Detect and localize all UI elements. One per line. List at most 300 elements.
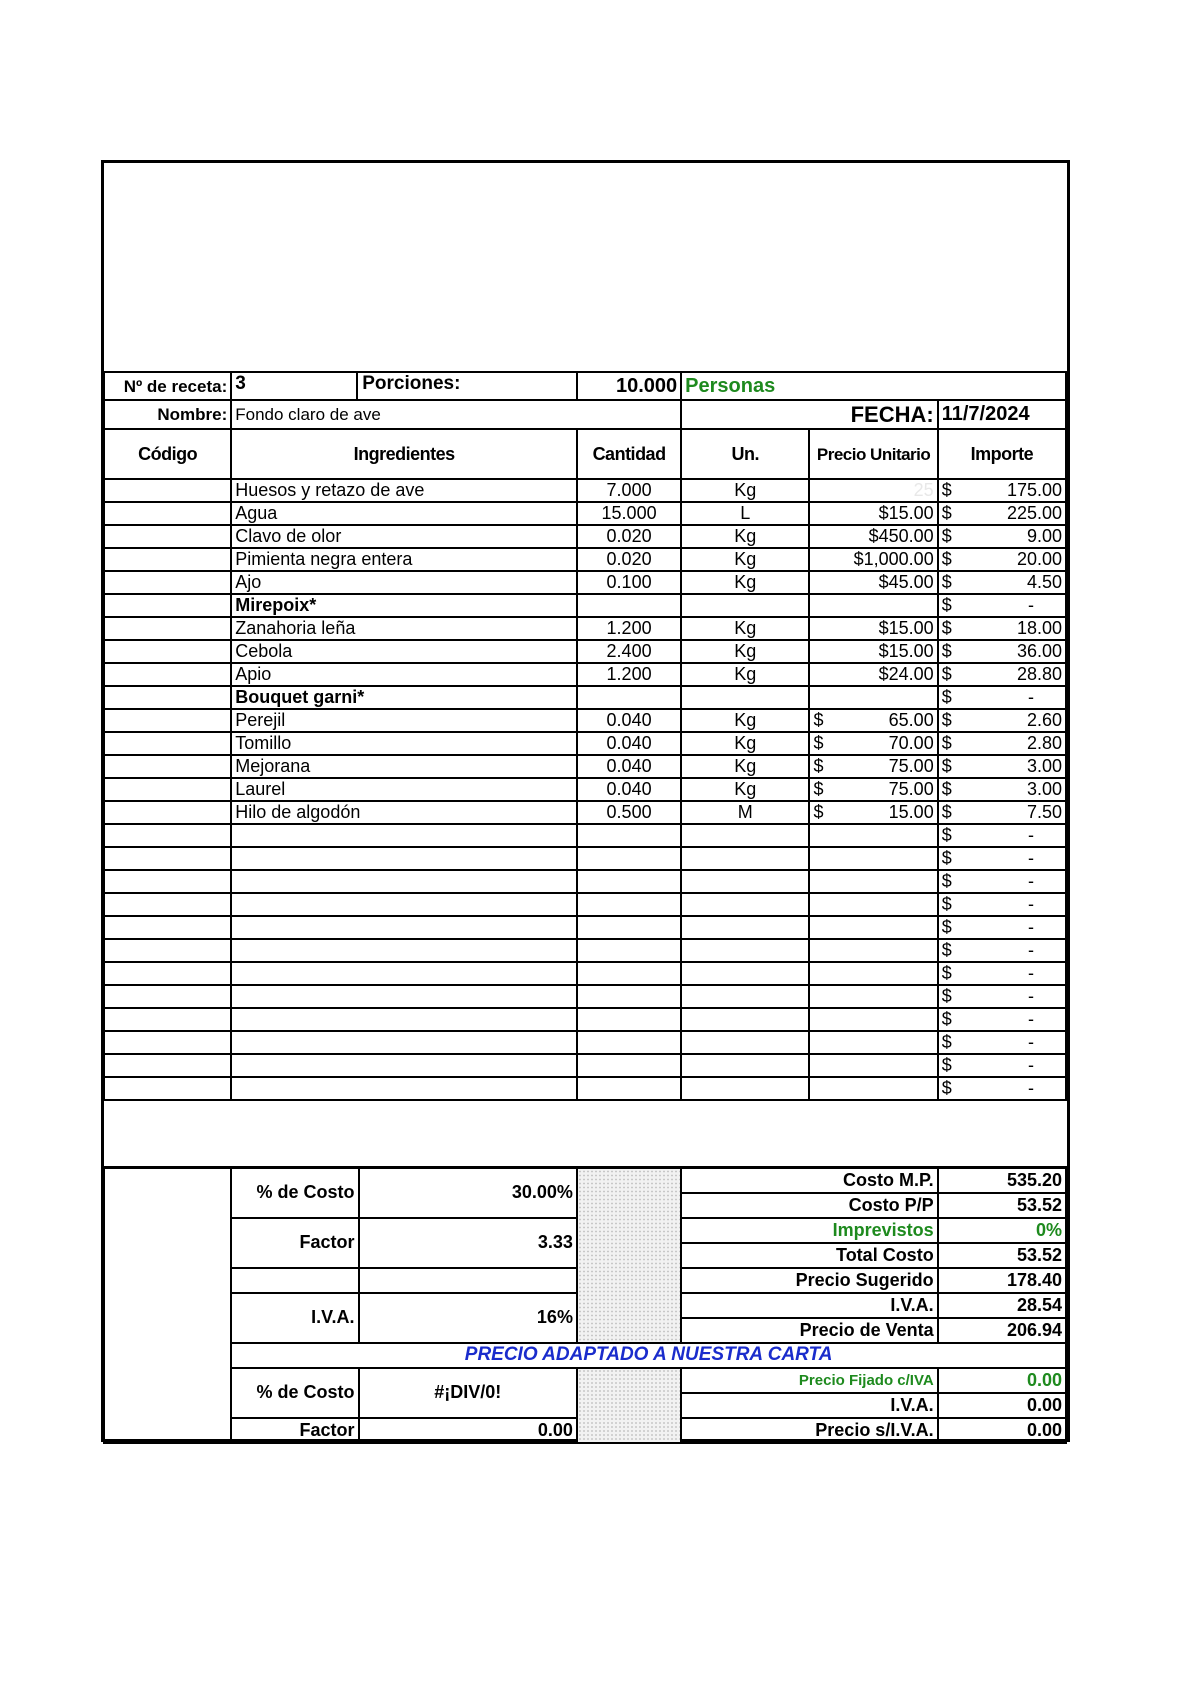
ingredient-price-cell[interactable] (809, 985, 937, 1008)
ingredient-qty[interactable]: 0.040 (577, 732, 681, 755)
ingredient-row (104, 525, 1066, 548)
ingredient-qty[interactable]: 0.100 (577, 571, 681, 594)
ingredient-row (104, 916, 1066, 939)
importe-currency: $ (941, 986, 952, 1006)
ingredient-price: 70.00 (888, 733, 934, 753)
factor2-value: 0.00 (359, 1418, 577, 1443)
ingredient-importe-cell (938, 571, 1066, 594)
ingredient-unit[interactable] (681, 1077, 809, 1100)
ingredient-row (104, 962, 1066, 985)
ingredient-row (104, 778, 1066, 801)
blank-label-cell (231, 1268, 358, 1293)
ingredient-price-cell[interactable] (809, 755, 937, 778)
price-currency: $ (813, 756, 824, 776)
costo-pp-value: 53.52 (938, 1193, 1066, 1218)
ingredient-name[interactable] (231, 1077, 577, 1100)
ingredient-importe-cell (938, 916, 1066, 939)
precio-siva-label: Precio s/I.V.A. (681, 1418, 938, 1443)
ingredient-row (104, 893, 1066, 916)
ingredient-importe: 3.00 (1026, 779, 1062, 799)
col-un: Un. (681, 429, 809, 479)
ingredient-name[interactable] (231, 893, 577, 916)
nombre-label: Nombre: (104, 400, 231, 429)
ingredient-price-cell[interactable] (809, 732, 937, 755)
ingredient-unit[interactable] (681, 1054, 809, 1077)
ingredient-importe: - (1028, 1078, 1034, 1098)
ingredient-price: 15.00 (888, 802, 934, 822)
precio-fijado-label: Precio Fijado c/IVA (681, 1368, 938, 1393)
ingredient-row (104, 1054, 1066, 1077)
ingredient-importe: - (1028, 986, 1034, 1006)
iva3-label: I.V.A. (681, 1393, 938, 1418)
ingredient-qty[interactable] (577, 594, 681, 617)
ingredient-importe-cell (938, 1054, 1066, 1077)
ingredient-unit[interactable]: L (681, 502, 809, 525)
pct-costo-value[interactable]: 30.00% (359, 1168, 577, 1218)
ingredient-price: 75.00 (888, 779, 934, 799)
ingredient-name[interactable]: Hilo de algodón (231, 801, 577, 824)
ingredient-importe-cell (938, 732, 1066, 755)
codigo-cell[interactable] (104, 893, 231, 916)
ingredient-price-cell[interactable] (809, 1077, 937, 1100)
col-cantidad: Cantidad (577, 429, 681, 479)
importe-currency: $ (941, 963, 952, 983)
ingredient-unit[interactable]: Kg (681, 732, 809, 755)
importe-currency: $ (941, 549, 952, 569)
codigo-cell[interactable] (104, 571, 231, 594)
ingredient-qty[interactable] (577, 847, 681, 870)
ingredient-name[interactable]: Huesos y retazo de ave (231, 479, 577, 502)
ingredient-qty[interactable]: 0.020 (577, 548, 681, 571)
costo-pp-label: Costo P/P (681, 1193, 938, 1218)
ingredient-qty[interactable] (577, 916, 681, 939)
importe-currency: $ (941, 733, 952, 753)
header-row (104, 372, 1066, 400)
column-header-row (104, 429, 1066, 479)
ingredient-price-cell[interactable] (809, 1054, 937, 1077)
ingredient-importe-cell (938, 1031, 1066, 1054)
ingredient-price: $450.00 (868, 526, 934, 546)
imprevistos-label: Imprevistos (681, 1218, 938, 1243)
ingredient-name[interactable]: Tomillo (231, 732, 577, 755)
codigo-cell[interactable] (104, 870, 231, 893)
ingredient-importe: - (1028, 1009, 1034, 1029)
ingredient-importe-cell (938, 525, 1066, 548)
ingredient-row (104, 870, 1066, 893)
ingredient-unit[interactable]: Kg (681, 709, 809, 732)
ingredient-row (104, 594, 1066, 617)
codigo-cell[interactable] (104, 594, 231, 617)
ingredient-price: $1,000.00 (853, 549, 934, 569)
price-currency: $ (813, 802, 824, 822)
ingredient-name[interactable]: Laurel (231, 778, 577, 801)
ingredient-name[interactable] (231, 939, 577, 962)
ingredient-price-cell[interactable] (809, 594, 937, 617)
ingredient-price-cell[interactable] (809, 640, 937, 663)
ingredient-importe: 225.00 (1006, 503, 1062, 523)
ingredient-unit[interactable]: Kg (681, 479, 809, 502)
ingredient-qty[interactable]: 0.500 (577, 801, 681, 824)
ingredient-unit[interactable] (681, 847, 809, 870)
importe-currency: $ (941, 802, 952, 822)
ingredient-importe-cell (938, 893, 1066, 916)
recipe-table (103, 371, 1067, 1101)
ingredient-qty[interactable]: 2.400 (577, 640, 681, 663)
ingredient-name[interactable] (231, 962, 577, 985)
ingredient-qty[interactable] (577, 985, 681, 1008)
importe-currency: $ (941, 480, 952, 500)
ingredient-unit[interactable] (681, 1008, 809, 1031)
importe-currency: $ (941, 1032, 952, 1052)
precio-venta-label: Precio de Venta (681, 1318, 938, 1343)
importe-currency: $ (941, 572, 952, 592)
ingredient-importe-cell (938, 1008, 1066, 1031)
codigo-cell[interactable] (104, 916, 231, 939)
col-codigo: Código (104, 429, 231, 479)
ingredient-row (104, 479, 1066, 502)
ingredient-importe-cell (938, 824, 1066, 847)
codigo-cell[interactable] (104, 686, 231, 709)
ingredient-price-cell[interactable] (809, 525, 937, 548)
summary-table (103, 1166, 1067, 1444)
col-precio-unitario: Precio Unitario (809, 429, 937, 479)
ingredient-row (104, 939, 1066, 962)
ingredient-row (104, 571, 1066, 594)
codigo-cell[interactable] (104, 617, 231, 640)
importe-currency: $ (941, 825, 952, 845)
ingredient-price-cell[interactable] (809, 778, 937, 801)
ingredient-unit[interactable]: Kg (681, 525, 809, 548)
ingredient-importe-cell (938, 617, 1066, 640)
importe-currency: $ (941, 595, 952, 615)
ingredient-importe-cell (938, 801, 1066, 824)
fecha-value[interactable]: 11/7/2024 (938, 400, 1066, 429)
codigo-cell[interactable] (104, 824, 231, 847)
ingredient-price-cell[interactable] (809, 1031, 937, 1054)
ingredient-importe-cell (938, 755, 1066, 778)
codigo-cell[interactable] (104, 525, 231, 548)
ingredient-importe: - (1028, 940, 1034, 960)
price-currency: $ (813, 779, 824, 799)
ingredient-qty[interactable]: 0.040 (577, 709, 681, 732)
ingredient-qty[interactable] (577, 1077, 681, 1100)
precio-sugerido-value: 178.40 (938, 1268, 1066, 1293)
ingredient-qty[interactable] (577, 870, 681, 893)
ingredient-unit[interactable]: Kg (681, 778, 809, 801)
pct-costo-label: % de Costo (231, 1168, 358, 1218)
precio-siva-value: 0.00 (938, 1418, 1066, 1443)
ingredient-name[interactable] (231, 1031, 577, 1054)
ingredient-name[interactable]: Mejorana (231, 755, 577, 778)
importe-currency: $ (941, 503, 952, 523)
codigo-cell[interactable] (104, 548, 231, 571)
codigo-cell[interactable] (104, 709, 231, 732)
ingredient-row (104, 1031, 1066, 1054)
ingredient-importe: 18.00 (1016, 618, 1062, 638)
porciones-label: Porciones: (362, 373, 461, 394)
ingredient-price: $24.00 (878, 664, 934, 684)
ingredient-qty[interactable]: 15.000 (577, 502, 681, 525)
ingredient-qty[interactable]: 0.040 (577, 755, 681, 778)
ingredient-price-cell[interactable] (809, 962, 937, 985)
shaded-cell (577, 1168, 681, 1343)
ingredient-name[interactable] (231, 916, 577, 939)
pct-costo2-label: % de Costo (231, 1368, 358, 1418)
ingredient-importe: 7.50 (1026, 802, 1062, 822)
ingredient-name[interactable]: Pimienta negra entera (231, 548, 577, 571)
blank-value-cell (359, 1268, 577, 1293)
ingredient-importe-cell (938, 663, 1066, 686)
ingredient-importe-cell (938, 594, 1066, 617)
ingredient-price: 65.00 (888, 710, 934, 730)
ingredient-qty[interactable]: 7.000 (577, 479, 681, 502)
ingredient-qty[interactable] (577, 1008, 681, 1031)
ingredient-row (104, 824, 1066, 847)
ingredient-row (104, 502, 1066, 525)
factor-value: 3.33 (359, 1218, 577, 1268)
importe-currency: $ (941, 1009, 952, 1029)
ingredient-price-cell[interactable] (809, 571, 937, 594)
ingredient-row (104, 548, 1066, 571)
ingredient-price: 75.00 (888, 756, 934, 776)
codigo-cell[interactable] (104, 1031, 231, 1054)
codigo-cell[interactable] (104, 801, 231, 824)
ingredient-qty[interactable]: 1.200 (577, 663, 681, 686)
codigo-cell[interactable] (104, 1077, 231, 1100)
summary-left-blank (104, 1168, 231, 1443)
ingredient-importe: - (1028, 871, 1034, 891)
ingredient-unit[interactable] (681, 594, 809, 617)
ingredient-unit[interactable] (681, 916, 809, 939)
ingredient-rows (104, 479, 1066, 1100)
codigo-cell[interactable] (104, 778, 231, 801)
price-currency: $ (813, 733, 824, 753)
ingredient-importe: 4.50 (1026, 572, 1062, 592)
ingredient-name[interactable]: Mirepoix* (231, 594, 577, 617)
codigo-cell[interactable] (104, 985, 231, 1008)
codigo-cell[interactable] (104, 847, 231, 870)
ingredient-qty[interactable] (577, 1031, 681, 1054)
ingredient-importe-cell (938, 939, 1066, 962)
name-row (104, 400, 1066, 429)
ingredient-row (104, 709, 1066, 732)
ingredient-unit[interactable]: Kg (681, 617, 809, 640)
ingredient-qty[interactable]: 0.040 (577, 778, 681, 801)
ingredient-price: $15.00 (878, 641, 934, 661)
ingredient-price-cell[interactable] (809, 502, 937, 525)
ingredient-unit[interactable]: Kg (681, 755, 809, 778)
ingredient-importe: 3.00 (1026, 756, 1062, 776)
pct-costo2-value: #¡DIV/0! (359, 1368, 577, 1418)
ingredient-row (104, 686, 1066, 709)
receta-value-cell (231, 372, 577, 400)
ingredient-importe-cell (938, 686, 1066, 709)
ingredient-unit[interactable]: Kg (681, 640, 809, 663)
ingredient-unit[interactable] (681, 686, 809, 709)
ingredient-name[interactable] (231, 847, 577, 870)
ingredient-row (104, 985, 1066, 1008)
ingredient-importe: - (1028, 687, 1034, 707)
importe-currency: $ (941, 848, 952, 868)
ingredient-price-cell[interactable] (809, 686, 937, 709)
receta-value[interactable]: 3 (232, 373, 358, 399)
codigo-cell[interactable] (104, 479, 231, 502)
importe-currency: $ (941, 641, 952, 661)
col-ingredientes: Ingredientes (231, 429, 577, 479)
imprevistos-value[interactable]: 0% (938, 1218, 1066, 1243)
ingredient-importe: - (1028, 963, 1034, 983)
codigo-cell[interactable] (104, 755, 231, 778)
ingredient-unit[interactable]: Kg (681, 663, 809, 686)
codigo-cell[interactable] (104, 939, 231, 962)
ingredient-importe-cell (938, 548, 1066, 571)
ingredient-importe-cell (938, 640, 1066, 663)
ingredient-importe: - (1028, 595, 1034, 615)
ingredient-qty[interactable] (577, 686, 681, 709)
ingredient-importe-cell (938, 778, 1066, 801)
ingredient-row (104, 640, 1066, 663)
ingredient-qty[interactable] (577, 962, 681, 985)
ingredient-row (104, 663, 1066, 686)
codigo-cell[interactable] (104, 640, 231, 663)
costo-mp-label: Costo M.P. (681, 1168, 938, 1193)
ingredient-price-cell[interactable] (809, 939, 937, 962)
precio-sugerido-label: Precio Sugerido (681, 1268, 938, 1293)
iva-label: I.V.A. (231, 1293, 358, 1343)
personas-label: Personas (681, 372, 1066, 400)
codigo-cell[interactable] (104, 962, 231, 985)
ingredient-name[interactable]: Agua (231, 502, 577, 525)
ingredient-importe: 2.60 (1026, 710, 1062, 730)
ingredient-name[interactable]: Ajo (231, 571, 577, 594)
ingredient-row (104, 801, 1066, 824)
ingredient-unit[interactable]: Kg (681, 548, 809, 571)
ingredient-price-cell[interactable] (809, 893, 937, 916)
porciones-value[interactable]: 10.000 (577, 372, 681, 400)
ingredient-price-cell[interactable] (809, 847, 937, 870)
iva3-value: 0.00 (938, 1393, 1066, 1418)
ingredient-name[interactable]: Perejil (231, 709, 577, 732)
ingredient-name[interactable]: Clavo de olor (231, 525, 577, 548)
factor2-label: Factor (231, 1418, 358, 1443)
ingredient-importe: - (1028, 1032, 1034, 1052)
importe-currency: $ (941, 664, 952, 684)
ingredient-price-cell[interactable] (809, 870, 937, 893)
ingredient-unit[interactable] (681, 962, 809, 985)
ingredient-qty[interactable] (577, 893, 681, 916)
ingredient-importe: - (1028, 848, 1034, 868)
ingredient-unit[interactable]: Kg (681, 571, 809, 594)
importe-currency: $ (941, 940, 952, 960)
precio-venta-value: 206.94 (938, 1318, 1066, 1343)
ingredient-unit[interactable] (681, 824, 809, 847)
ingredient-name[interactable]: Cebola (231, 640, 577, 663)
ingredient-row (104, 1077, 1066, 1100)
ingredient-importe: 9.00 (1026, 526, 1062, 546)
ingredient-importe: - (1028, 825, 1034, 845)
ingredient-unit[interactable] (681, 939, 809, 962)
codigo-cell[interactable] (104, 502, 231, 525)
precio-adaptado-banner: PRECIO ADAPTADO A NUESTRA CARTA (231, 1343, 1066, 1368)
ingredient-price-cell[interactable] (809, 801, 937, 824)
ingredient-price-cell[interactable] (809, 479, 937, 502)
importe-currency: $ (941, 894, 952, 914)
importe-currency: $ (941, 618, 952, 638)
ingredient-importe: - (1028, 1055, 1034, 1075)
ingredient-row (104, 1008, 1066, 1031)
ingredient-name[interactable] (231, 1054, 577, 1077)
shaded-cell-2 (577, 1368, 681, 1443)
ingredient-price-cell[interactable] (809, 548, 937, 571)
codigo-cell[interactable] (104, 1054, 231, 1077)
ingredient-name[interactable] (231, 870, 577, 893)
ingredient-qty[interactable]: 0.020 (577, 525, 681, 548)
ingredient-unit[interactable] (681, 985, 809, 1008)
ingredient-price-cell[interactable] (809, 617, 937, 640)
codigo-cell[interactable] (104, 732, 231, 755)
ingredient-name[interactable] (231, 824, 577, 847)
ingredient-name[interactable] (231, 1008, 577, 1031)
ingredient-row (104, 732, 1066, 755)
ingredient-unit[interactable]: M (681, 801, 809, 824)
ingredient-name[interactable]: Zanahoria leña (231, 617, 577, 640)
ingredient-row (104, 847, 1066, 870)
ingredient-qty[interactable]: 1.200 (577, 617, 681, 640)
ingredient-importe-cell (938, 985, 1066, 1008)
codigo-cell[interactable] (104, 1008, 231, 1031)
costo-mp-value: 535.20 (938, 1168, 1066, 1193)
price-currency: $ (813, 710, 824, 730)
ingredient-qty[interactable] (577, 824, 681, 847)
nombre-value[interactable]: Fondo claro de ave (231, 400, 681, 429)
precio-fijado-value[interactable]: 0.00 (938, 1368, 1066, 1393)
ingredient-price-cell[interactable] (809, 663, 937, 686)
ingredient-price: $45.00 (878, 572, 934, 592)
importe-currency: $ (941, 1055, 952, 1075)
iva2-value: 28.54 (938, 1293, 1066, 1318)
ingredient-unit[interactable] (681, 870, 809, 893)
ingredient-importe-cell (938, 847, 1066, 870)
importe-currency: $ (941, 756, 952, 776)
ingredient-row (104, 617, 1066, 640)
ingredient-name[interactable]: Apio (231, 663, 577, 686)
ingredient-unit[interactable] (681, 893, 809, 916)
importe-currency: $ (941, 779, 952, 799)
ingredient-unit[interactable] (681, 1031, 809, 1054)
ingredient-importe-cell (938, 962, 1066, 985)
ingredient-name[interactable] (231, 985, 577, 1008)
ingredient-importe: - (1028, 917, 1034, 937)
ingredient-importe-cell (938, 870, 1066, 893)
ingredient-importe-cell (938, 709, 1066, 732)
ingredient-importe: 28.80 (1016, 664, 1062, 684)
importe-currency: $ (941, 526, 952, 546)
iva-value[interactable]: 16% (359, 1293, 577, 1343)
ingredient-price-cell[interactable] (809, 1008, 937, 1031)
codigo-cell[interactable] (104, 663, 231, 686)
ingredient-importe: 2.80 (1026, 733, 1062, 753)
ingredient-qty[interactable] (577, 1054, 681, 1077)
ingredient-price-cell[interactable] (809, 824, 937, 847)
ingredient-price-cell[interactable] (809, 916, 937, 939)
ingredient-row (104, 755, 1066, 778)
ingredient-importe-cell (938, 479, 1066, 502)
ingredient-qty[interactable] (577, 939, 681, 962)
ingredient-importe: 36.00 (1016, 641, 1062, 661)
ingredient-importe: - (1028, 894, 1034, 914)
ingredient-price-cell[interactable] (809, 709, 937, 732)
ingredient-name[interactable]: Bouquet garni* (231, 686, 577, 709)
